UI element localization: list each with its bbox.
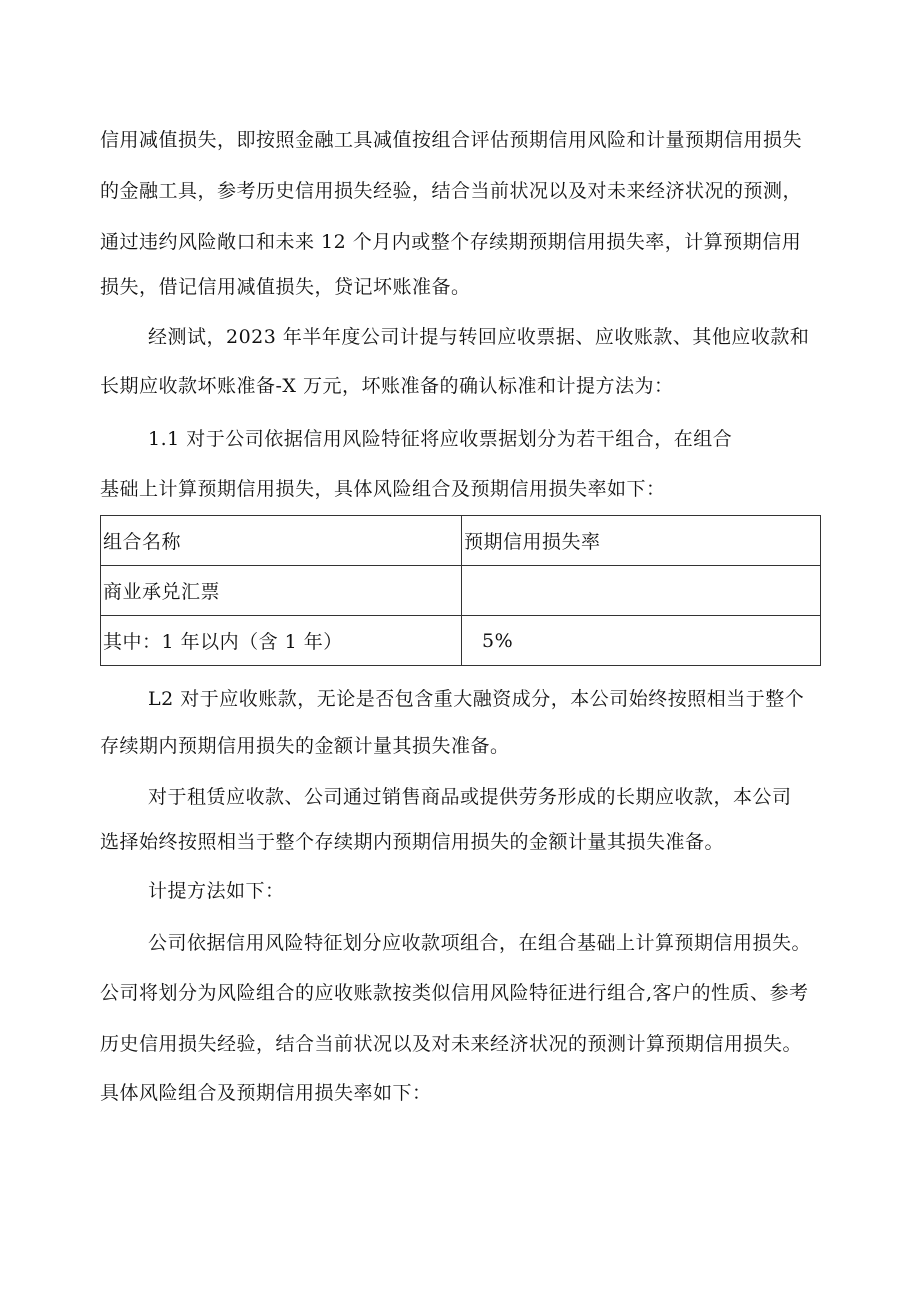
paragraph-line: 具体风险组合及预期信用损失率如下：	[100, 1082, 432, 1104]
paragraph-line: 公司依据信用风险特征划分应收款项组合，在组合基础上计算预期信用损失。	[148, 932, 812, 954]
table-row	[101, 566, 821, 616]
paragraph-line: 1.1 对于公司依据信用风险特征将应收票据划分为若干组合，在组合	[148, 428, 733, 450]
paragraph-line: 计提方法如下：	[148, 880, 285, 902]
paragraph-line: 公司将划分为风险组合的应收账款按类似信用风险特征进行组合,客户的性质、参考	[100, 982, 809, 1004]
table-cell: 其中：1 年以内（含 1 年）	[101, 616, 462, 666]
table-cell	[462, 566, 821, 616]
risk-rate-table	[100, 515, 821, 666]
paragraph-line: 通过违约风险敞口和未来 12 个月内或整个存续期预期信用损失率，计算预期信用	[100, 231, 802, 253]
paragraph-line: 对于租赁应收款、公司通过销售商品或提供劳务形成的长期应收款，本公司	[148, 786, 792, 808]
table-header-row	[101, 516, 821, 566]
paragraph-line: L2 对于应收账款，无论是否包含重大融资成分，本公司始终按照相当于整个	[148, 688, 805, 710]
paragraph-line: 经测试，2023 年半年度公司计提与转回应收票据、应收账款、其他应收款和	[148, 326, 810, 348]
table-header-cell: 组合名称	[101, 516, 462, 566]
paragraph-line: 信用减值损失，即按照金融工具减值按组合评估预期信用风险和计量预期信用损失	[100, 129, 803, 151]
table-header-cell: 预期信用损失率	[462, 516, 821, 566]
table-cell: 5%	[462, 616, 821, 666]
paragraph-line: 选择始终按照相当于整个存续期内预期信用损失的金额计量其损失准备。	[100, 831, 725, 853]
table-cell: 商业承兑汇票	[101, 566, 462, 616]
paragraph-line: 基础上计算预期信用损失，具体风险组合及预期信用损失率如下：	[100, 478, 666, 500]
paragraph-line: 损失，借记信用减值损失，贷记坏账准备。	[100, 276, 471, 298]
paragraph-line: 长期应收款坏账准备-X 万元，坏账准备的确认标准和计提方法为：	[100, 375, 674, 397]
paragraph-line: 存续期内预期信用损失的金额计量其损失准备。	[100, 735, 510, 757]
table-row	[101, 616, 821, 666]
paragraph-line: 历史信用损失经验，结合当前状况以及对未来经济状况的预测计算预期信用损失。	[100, 1033, 803, 1055]
paragraph-line: 的金融工具，参考历史信用损失经验，结合当前状况以及对未来经济状况的预测，	[100, 180, 803, 202]
